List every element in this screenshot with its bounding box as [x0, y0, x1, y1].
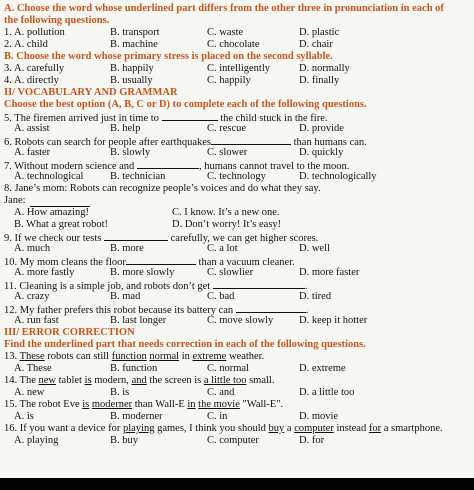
question-11-stem: 11. Cleaning is a simple job, and robots don’t get . [4, 281, 308, 292]
question-8-options-row2: B. What a great robot! D. Don’t worry! It’s easy! [14, 219, 282, 230]
question-11-options: A. crazy B. mad C. bad D. tired [14, 291, 332, 302]
answer-blank [162, 111, 218, 121]
question-8-stem: 8. Jane’s mom: Robots can recognize people’s voices and do what they say. [4, 183, 321, 194]
question-4: 4. A. directly B. usually C. happily D. finally [4, 75, 340, 86]
question-6-stem: 6. Robots can search for people after earthquakes than humans can. [4, 137, 367, 148]
answer-blank [236, 303, 306, 313]
question-8-options-row1: A. How amazing! C. I know. It’s a new one. [14, 207, 280, 218]
answer-blank [211, 135, 291, 145]
bottom-black-bar [0, 478, 474, 490]
question-2: 2. A. child B. machine C. chocolate D. chair [4, 39, 333, 50]
question-10-options: A. more fastly B. more slowly C. slowlier D. more faster [14, 267, 360, 278]
question-8-speaker: Jane: [0, 195, 474, 207]
question-7-stem: 7. Without modern science and , humans cannot travel to the moon. [4, 161, 350, 172]
answer-blank [30, 197, 90, 207]
answer-blank [137, 159, 199, 169]
question-14-options: A. new B. is C. and D. a little too [14, 387, 355, 398]
question-5-stem: 5. The firemen arrived just in time to the child stuck in the fire. [4, 113, 328, 124]
question-9-stem: 9. If we check our tests carefully, we can get higher scores. [4, 233, 319, 244]
section-ii-heading: II/ VOCABULARY AND GRAMMAR [4, 87, 178, 98]
question-16-options: A. playing B. buy C. computer D. for [14, 435, 325, 446]
section-a-heading-cont: the following questions. [4, 15, 110, 26]
question-13-stem: 13. These robots can still function normal in extreme weather. [4, 351, 265, 362]
question-15-stem: 15. The robot Eve is moderner than Wall-E in the movie "Wall-E". [4, 399, 284, 410]
question-6-options: A. faster B. slowly C. slower D. quickly [14, 147, 344, 158]
answer-blank [126, 255, 196, 265]
question-9-options: A. much B. more C. a lot D. well [14, 243, 330, 254]
question-14-stem: 14. The new tablet is modern, and the screen is a little too small. [4, 375, 275, 386]
question-12-options: A. run fast B. last longer C. move slowly D. keep it hotter [14, 315, 368, 326]
question-1: 1. A. pollution B. transport C. waste D. plastic [4, 27, 340, 38]
section-b-heading: B. Choose the word whose primary stress is placed on the second syllable. [4, 51, 333, 62]
question-10-stem: 10. My mom cleans the floor than a vacuum cleaner. [4, 257, 295, 268]
question-7-options: A. technological B. technician C. technology D. technologically [14, 171, 377, 182]
section-iii-heading: III/ ERROR CORRECTION [4, 327, 135, 338]
section-ii-instruction: Choose the best option (A, B, C or D) to complete each of the following questions. [4, 99, 367, 110]
question-12-stem: 12. My father prefers this robot because its battery can . [4, 305, 309, 316]
question-13-options: A. These B. function C. normal D. extreme [14, 363, 346, 374]
answer-blank [213, 279, 305, 289]
section-a-heading: A. Choose the word whose underlined part differs from the other three in pronunciation in each of [4, 3, 444, 14]
answer-blank [104, 231, 168, 241]
question-5-options: A. assist B. help C. rescue D. provide [14, 123, 344, 134]
section-iii-instruction: Find the underlined part that needs correction in each of the following questions. [4, 339, 366, 350]
question-15-options: A. is B. moderner C. in D. movie [14, 411, 339, 422]
question-16-stem: 16. If you want a device for playing games, I think you should buy a computer instead for a smartphone. [4, 423, 443, 434]
question-3: 3. A. carefully B. happily C. intelligently D. normally [4, 63, 350, 74]
